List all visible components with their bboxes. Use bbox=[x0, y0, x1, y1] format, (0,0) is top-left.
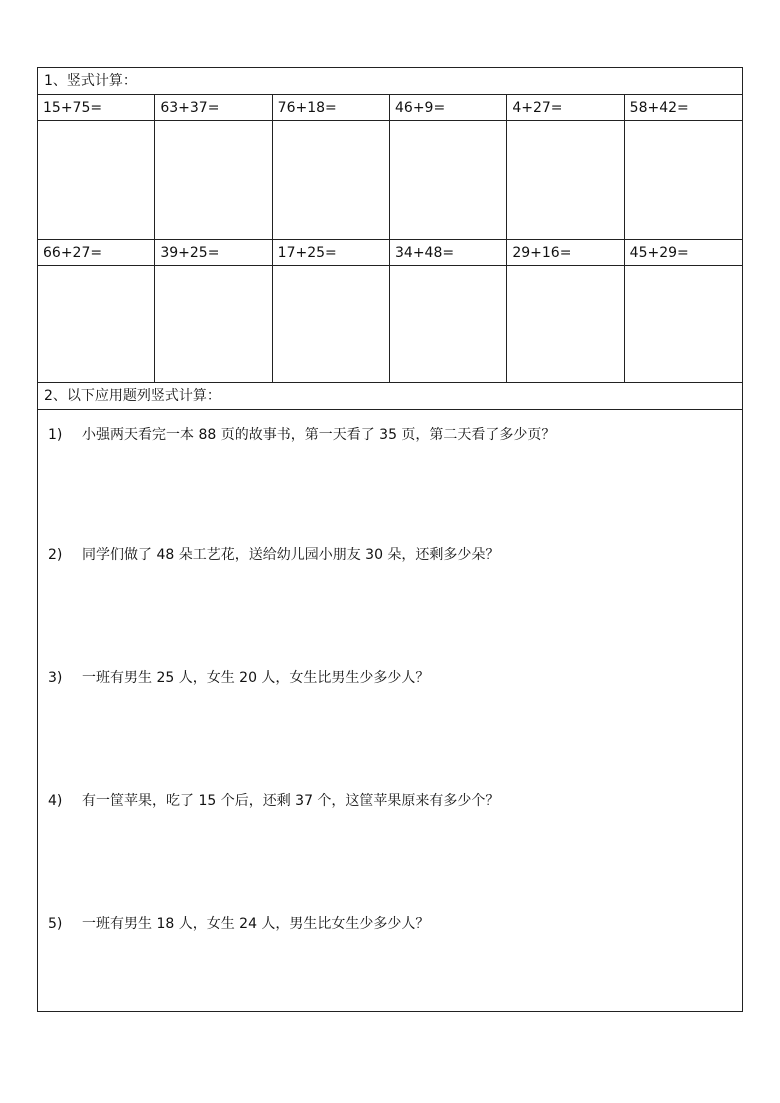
problem-number: 5) bbox=[48, 916, 63, 932]
word-problem-5 bbox=[38, 913, 742, 933]
problem-number: 2) bbox=[48, 547, 63, 563]
calc-expression: 15+75= bbox=[38, 95, 154, 121]
problem-text: 一班有男生 25 人，女生 20 人，女生比男生少多少人？ bbox=[82, 670, 430, 686]
work-area[interactable] bbox=[273, 121, 389, 239]
work-area[interactable] bbox=[273, 266, 389, 382]
calc-expression: 63+37= bbox=[155, 95, 271, 121]
word-problem-2 bbox=[38, 544, 742, 564]
calc-cell bbox=[625, 95, 742, 240]
problem-number: 1) bbox=[48, 427, 63, 443]
calc-cell bbox=[155, 95, 272, 240]
calc-cell bbox=[273, 95, 390, 240]
calc-expression: 34+48= bbox=[390, 240, 506, 266]
problem-text: 有一筐苹果，吃了 15 个后，还剩 37 个，这筐苹果原来有多少个？ bbox=[82, 793, 500, 809]
calc-cell bbox=[38, 95, 155, 240]
calc-expression: 45+29= bbox=[625, 240, 742, 266]
work-area[interactable] bbox=[625, 266, 742, 382]
section1-title: 1、竖式计算： bbox=[38, 68, 742, 95]
calc-expression: 29+16= bbox=[507, 240, 623, 266]
section2-title: 2、以下应用题列竖式计算： bbox=[38, 383, 742, 410]
work-area[interactable] bbox=[38, 121, 154, 239]
calc-expression: 39+25= bbox=[155, 240, 271, 266]
calc-cell bbox=[273, 240, 390, 383]
calc-cell bbox=[507, 95, 624, 240]
calc-cell bbox=[390, 95, 507, 240]
word-problem-4 bbox=[38, 790, 742, 810]
calc-cell bbox=[507, 240, 624, 383]
work-area[interactable] bbox=[507, 121, 623, 239]
work-area[interactable] bbox=[38, 266, 154, 382]
problem-text: 一班有男生 18 人，女生 24 人，男生比女生少多少人？ bbox=[82, 916, 430, 932]
calc-cell bbox=[38, 240, 155, 383]
calc-expression: 66+27= bbox=[38, 240, 154, 266]
work-area[interactable] bbox=[155, 266, 271, 382]
work-area[interactable] bbox=[625, 121, 742, 239]
problem-text: 同学们做了 48 朵工艺花，送给幼儿园小朋友 30 朵，还剩多少朵？ bbox=[82, 547, 500, 563]
worksheet bbox=[37, 67, 743, 1012]
work-area[interactable] bbox=[507, 266, 623, 382]
calc-expression: 58+42= bbox=[625, 95, 742, 121]
problem-text: 小强两天看完一本 88 页的故事书，第一天看了 35 页，第二天看了多少页？ bbox=[82, 427, 556, 443]
work-area[interactable] bbox=[390, 121, 506, 239]
word-problem-1 bbox=[38, 424, 742, 444]
calc-expression: 17+25= bbox=[273, 240, 389, 266]
calc-expression: 46+9= bbox=[390, 95, 506, 121]
problem-number: 3) bbox=[48, 670, 63, 686]
calc-cell bbox=[155, 240, 272, 383]
calc-cell bbox=[390, 240, 507, 383]
calc-cell bbox=[625, 240, 742, 383]
calc-expression: 4+27= bbox=[507, 95, 623, 121]
problem-number: 4) bbox=[48, 793, 63, 809]
calc-expression: 76+18= bbox=[273, 95, 389, 121]
work-area[interactable] bbox=[155, 121, 271, 239]
calc-row-1 bbox=[38, 95, 742, 240]
word-problem-3 bbox=[38, 667, 742, 687]
calc-row-2 bbox=[38, 240, 742, 383]
work-area[interactable] bbox=[390, 266, 506, 382]
